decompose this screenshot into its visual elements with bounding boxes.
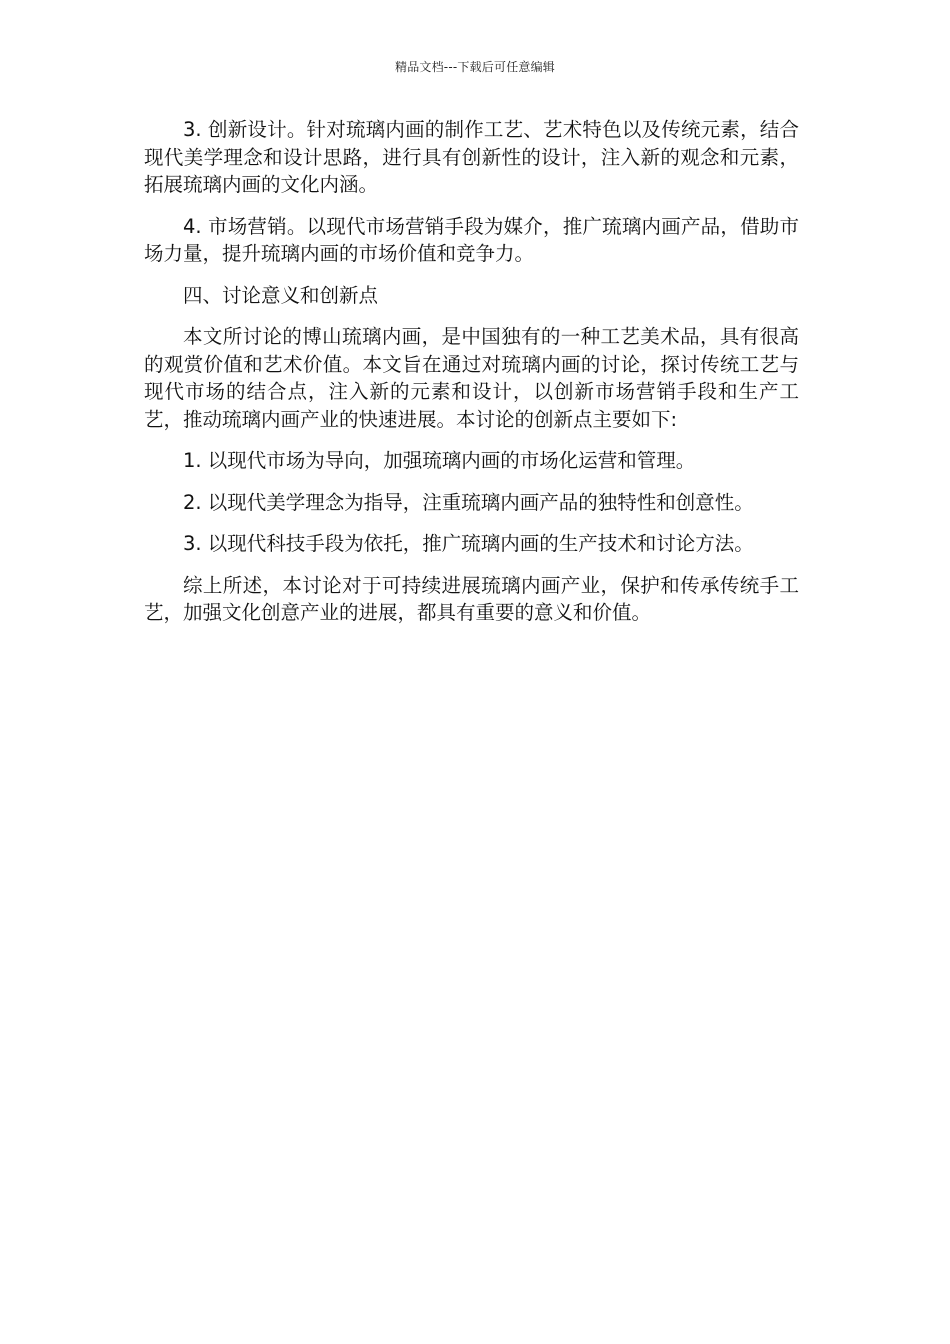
paragraph-innovative-design: 3. 创新设计。针对琉璃内画的制作工艺、艺术特色以及传统元素，结合现代美学理念和设计思路，进行具有创新性的设计，注入新的观念和元素，拓展琉璃内画的文化内涵。	[144, 118, 799, 196]
paragraph-significance-intro: 本文所讨论的博山琉璃内画，是中国独有的一种工艺美术品，具有很高的观赏价值和艺术价值。本文旨在通过对琉璃内画的讨论，探讨传统工艺与现代市场的结合点，注入新的元素和设计，以创新市场营销手段和生产工艺，推动琉璃内画产业的快速进展。本讨论的创新点主要如下:	[144, 325, 799, 431]
section-heading-significance: 四、讨论意义和创新点	[183, 283, 379, 307]
list-item-innovation-3: 3. 以现代科技手段为依托，推广琉璃内画的生产技术和讨论方法。	[183, 532, 754, 555]
list-item-innovation-1: 1. 以现代市场为导向，加强琉璃内画的市场化运营和管理。	[183, 449, 696, 472]
document-body	[144, 116, 799, 641]
list-item-innovation-2: 2. 以现代美学理念为指导，注重琉璃内画产品的独特性和创意性。	[183, 490, 754, 514]
paragraph-marketing: 4. 市场营销。以现代市场营销手段为媒介，推广琉璃内画产品，借助市场力量，提升琉璃内画的市场价值和竞争力。	[144, 214, 799, 265]
page-header: 精品文档---下载后可任意编辑	[395, 60, 555, 74]
paragraph-conclusion: 综上所述，本讨论对于可持续进展琉璃内画产业，保护和传承传统手工艺，加强文化创意产业的进展，都具有重要的意义和价值。	[144, 573, 799, 624]
